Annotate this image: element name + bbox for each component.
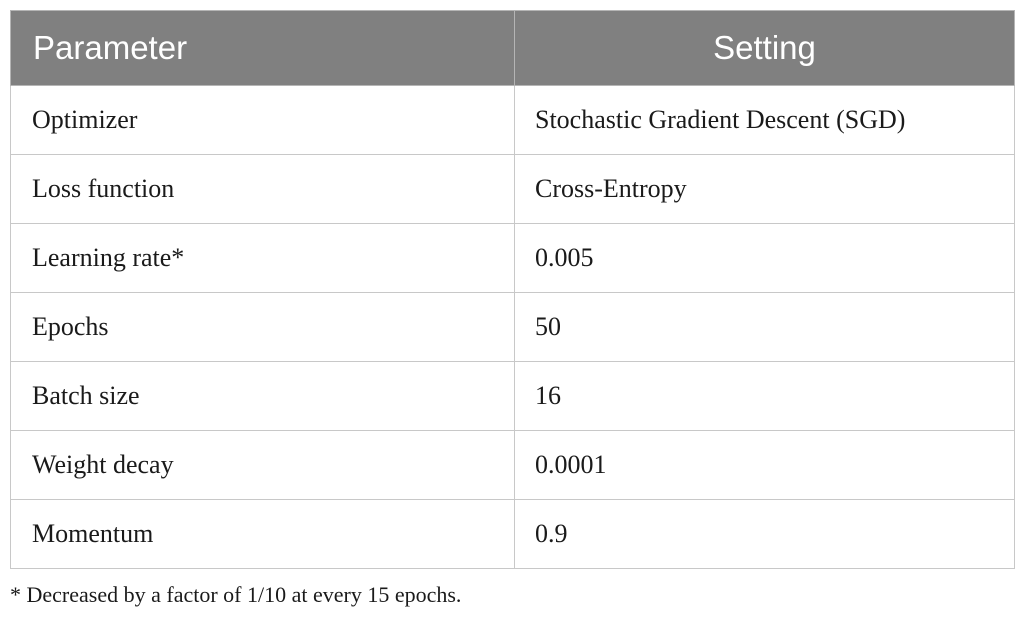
table-row [11, 155, 1015, 224]
table-row [11, 293, 1015, 362]
parameter-cell: Loss function [11, 155, 515, 224]
parameter-cell: Weight decay [11, 431, 515, 500]
setting-cell: Cross-Entropy [515, 155, 1015, 224]
table-row [11, 86, 1015, 155]
setting-cell: 0.005 [515, 224, 1015, 293]
table-footnote: * Decreased by a factor of 1/10 at every 15 epochs. [10, 582, 462, 607]
setting-cell: 0.0001 [515, 431, 1015, 500]
table-row [11, 224, 1015, 293]
setting-cell: 0.9 [515, 500, 1015, 569]
table-row [11, 362, 1015, 431]
setting-cell: 50 [515, 293, 1015, 362]
setting-cell: 16 [515, 362, 1015, 431]
header-setting: Setting [515, 11, 1015, 86]
parameter-cell: Optimizer [11, 86, 515, 155]
table-row [11, 500, 1015, 569]
header-parameter: Parameter [11, 11, 515, 86]
table-row [11, 431, 1015, 500]
parameter-cell: Learning rate* [11, 224, 515, 293]
setting-cell: Stochastic Gradient Descent (SGD) [515, 86, 1015, 155]
table-header [11, 11, 1015, 86]
parameter-table [10, 10, 1015, 569]
parameter-cell: Momentum [11, 500, 515, 569]
header-row [11, 11, 1015, 86]
parameter-cell: Batch size [11, 362, 515, 431]
table-body [11, 86, 1015, 569]
parameter-table-container [10, 10, 1014, 569]
parameter-cell: Epochs [11, 293, 515, 362]
